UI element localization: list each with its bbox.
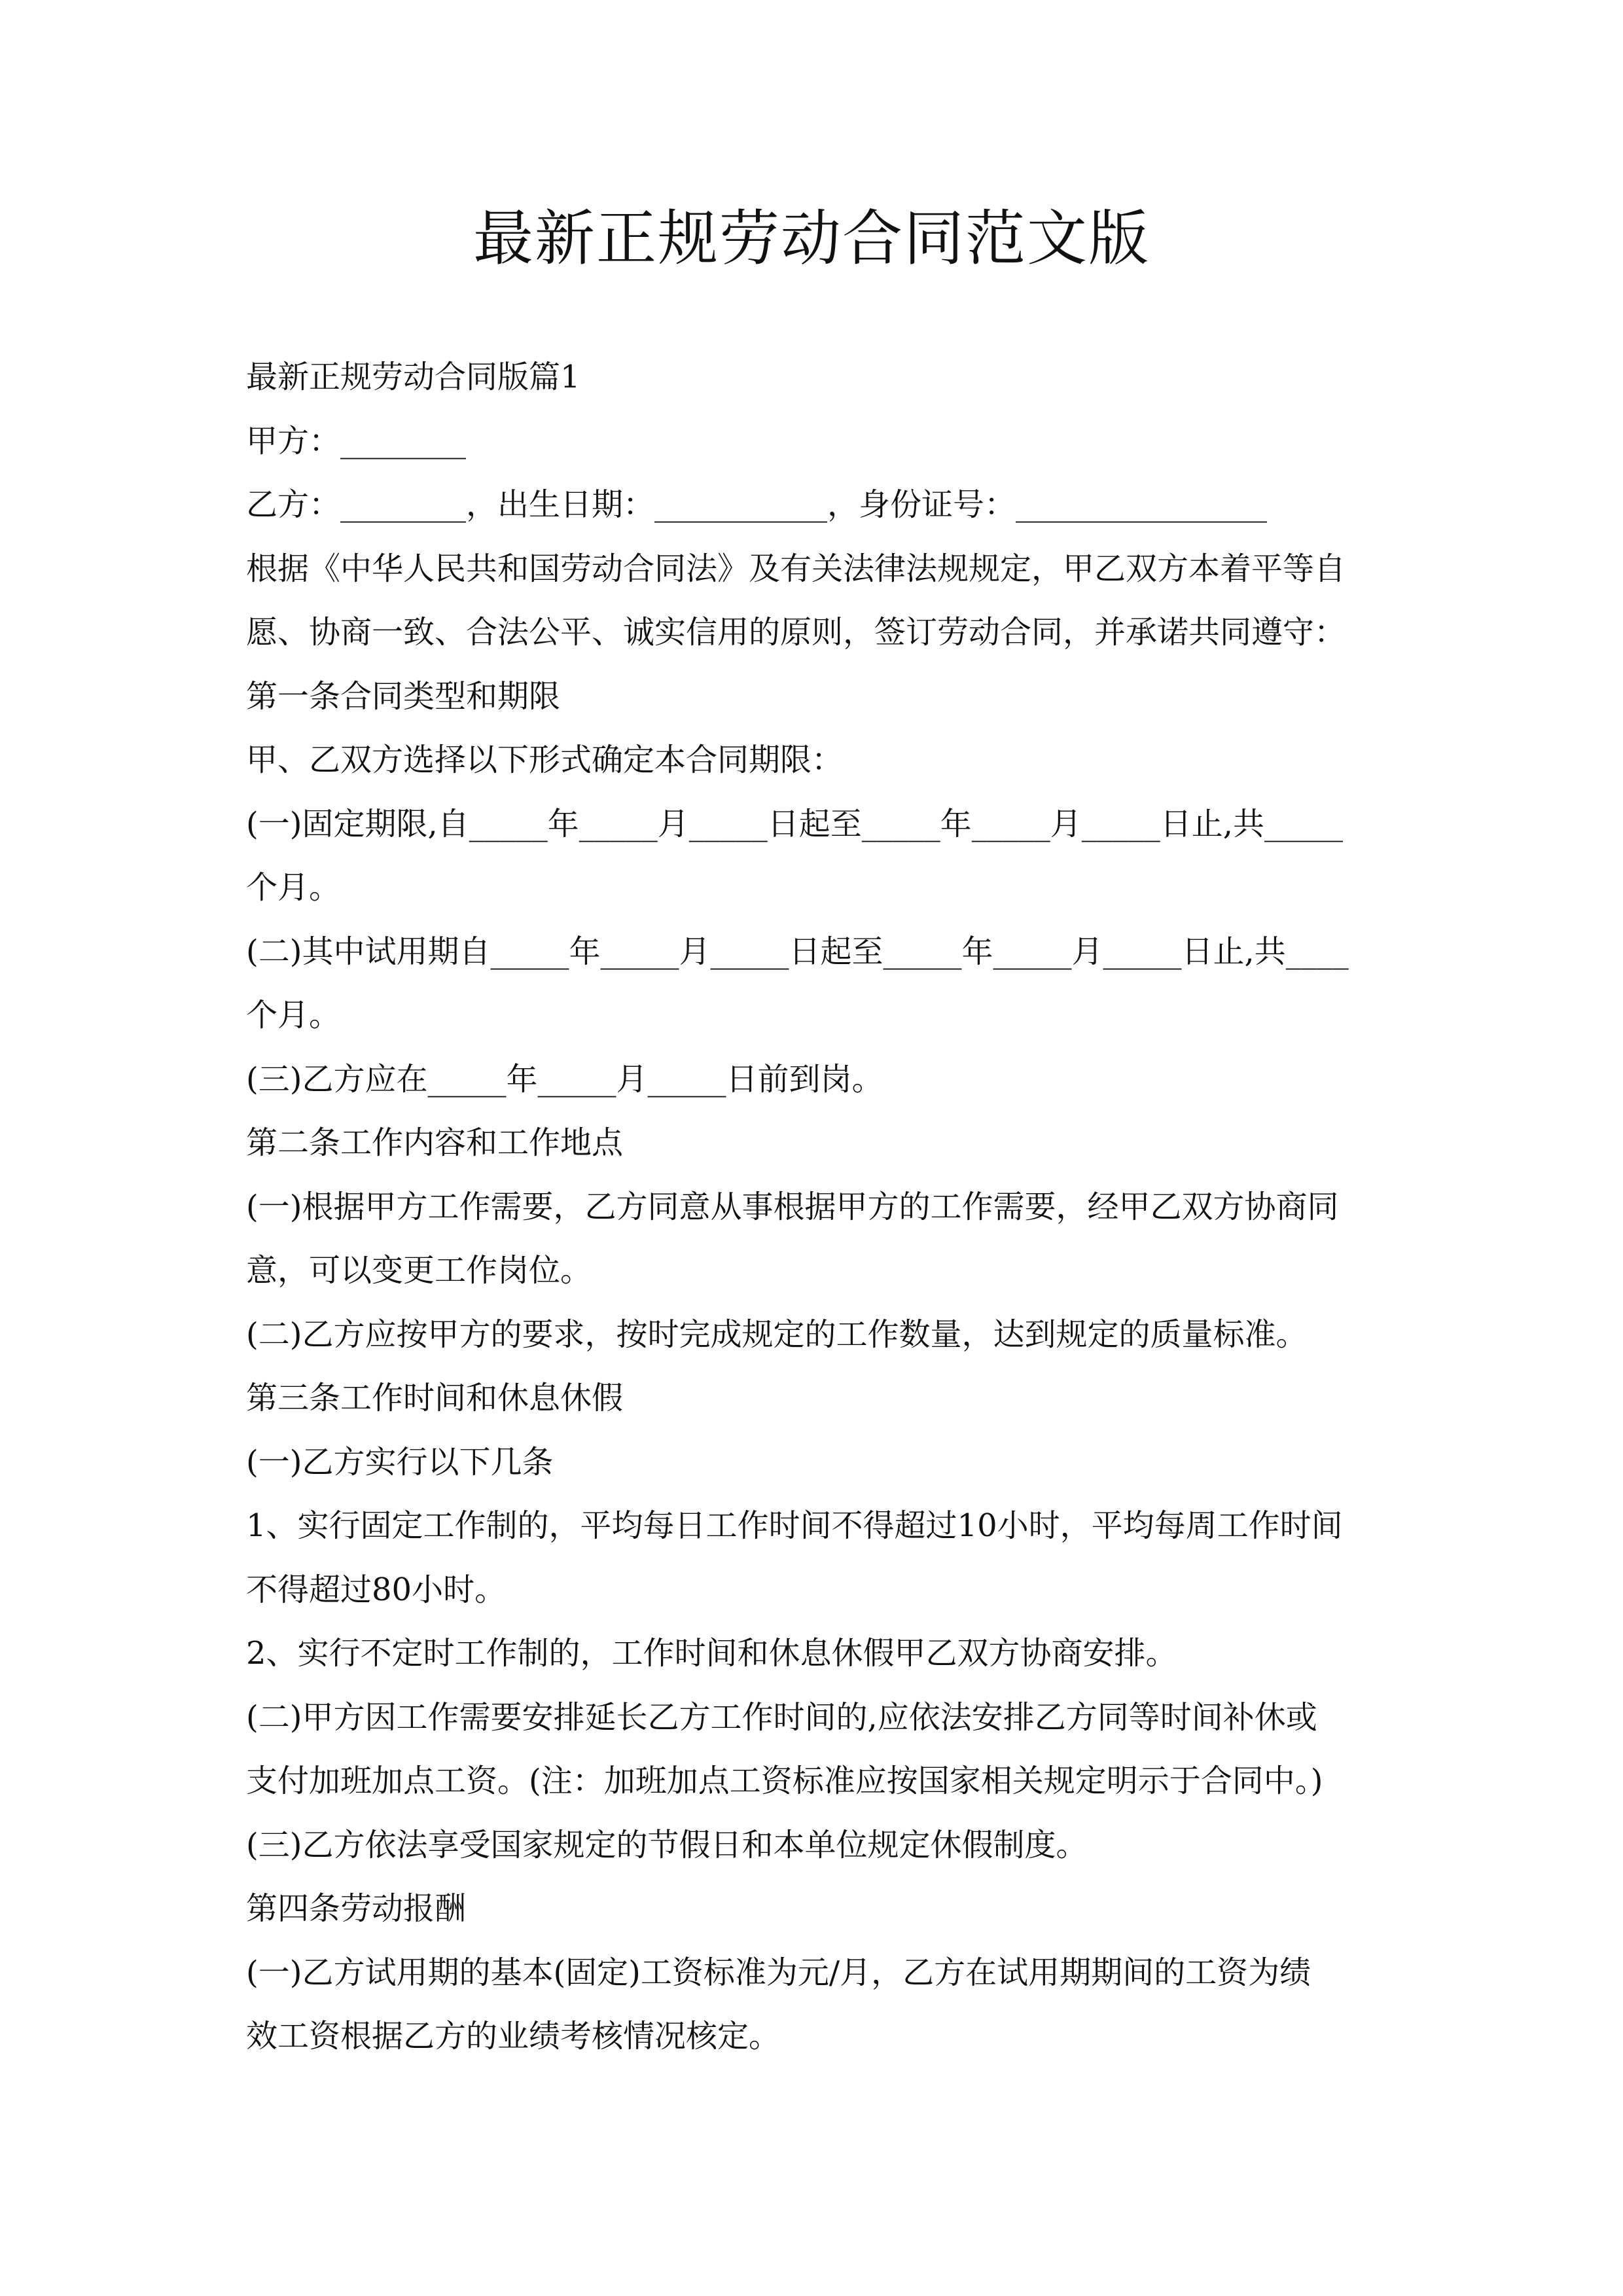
text-line: 2、实行不定时工作制的，工作时间和休息休假甲乙双方协商安排。 xyxy=(246,1635,1177,1672)
text-line: 愿、协商一致、合法公平、诚实信用的原则，签订劳动合同，并承诺共同遵守： xyxy=(246,614,1346,651)
text-line: (一)乙方实行以下几条 xyxy=(246,1443,554,1480)
text-line: (一)固定期限,自_____年_____月_____日起至_____年_____月_____日止,共_____ xyxy=(246,805,1343,842)
text-line: 第一条合同类型和期限 xyxy=(246,677,561,715)
text-line: 支付加班加点工资。(注：加班加点工资标准应按国家相关规定明示于合同中。) xyxy=(246,1763,1323,1799)
document-title: 最新正规劳动合同范文版 xyxy=(473,204,1150,274)
text-line: 第四条劳动报酬 xyxy=(246,1890,467,1927)
text-line: (二)甲方因工作需要安排延长乙方工作时间的,应依法安排乙方同等时间补休或 xyxy=(246,1698,1317,1736)
text-line: 意，可以变更工作岗位。 xyxy=(246,1252,592,1289)
text-line: 最新正规劳动合同版篇1 xyxy=(246,359,580,395)
text-line: 乙方：________，出生日期：___________，身份证号：________________ xyxy=(246,486,1268,523)
document-body xyxy=(246,346,1398,2069)
text-line: 1、实行固定工作制的，平均每日工作时间不得超过10小时，平均每周工作时间 xyxy=(246,1507,1343,1544)
text-line: 第二条工作内容和工作地点 xyxy=(246,1124,624,1161)
text-line: (二)乙方应按甲方的要求，按时完成规定的工作数量，达到规定的质量标准。 xyxy=(246,1316,1308,1353)
text-line: 不得超过80小时。 xyxy=(246,1571,507,1608)
text-line: 甲方：________ xyxy=(246,422,467,459)
text-line: 甲、乙双方选择以下形式确定本合同期限： xyxy=(246,742,844,778)
text-line: 效工资根据乙方的业绩考核情况核定。 xyxy=(246,2018,781,2054)
text-line: 第三条工作时间和休息休假 xyxy=(246,1380,624,1416)
text-line: (二)其中试用期自_____年_____月_____日起至_____年_____月_____日止,共____ xyxy=(246,933,1349,970)
text-line: 个月。 xyxy=(246,869,341,906)
text-line: 个月。 xyxy=(246,997,341,1033)
text-line: (三)乙方依法享受国家规定的节假日和本单位规定休假制度。 xyxy=(246,1826,1088,1863)
text-line: (一)根据甲方工作需要，乙方同意从事根据甲方的工作需要，经甲乙双方协商同 xyxy=(246,1188,1339,1225)
text-line: (一)乙方试用期的基本(固定)工资标准为元/月，乙方在试用期期间的工资为绩 xyxy=(246,1954,1311,1991)
text-line: 根据《中华人民共和国劳动合同法》及有关法律法规规定，甲乙双方本着平等自 xyxy=(246,550,1346,587)
text-line: (三)乙方应在_____年_____月_____日前到岗。 xyxy=(246,1060,883,1098)
